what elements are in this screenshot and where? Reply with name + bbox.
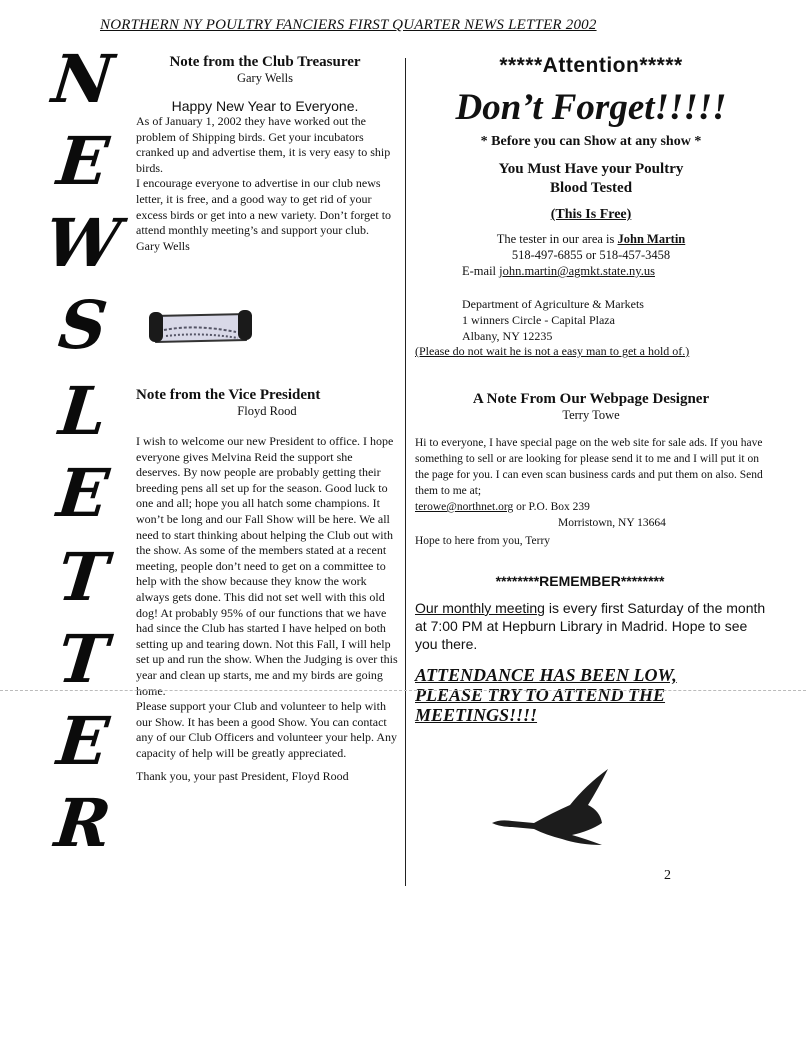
tester-email-link[interactable]: john.martin@agmkt.state.ny.us [499, 264, 655, 278]
monthly-meeting-link[interactable]: Our monthly meeting [415, 600, 545, 616]
treasurer-byline: Gary Wells [236, 71, 294, 85]
webpage-contact-line [415, 499, 767, 515]
webpage-closing: Hope to here from you, Terry [415, 535, 551, 547]
banner-letter: N [48, 40, 118, 118]
treasurer-paragraph: As of January 1, 2002 they have worked out the problem of Shipping birds. Get your incubators cranked up and advertise them, it is very easy to ship birds. [136, 114, 391, 175]
attention-section [415, 54, 767, 279]
treasurer-paragraph: I encourage everyone to advertise in our club news letter, it is free, and a good way to get rid of your excess birds or get into a new variety. Don’t forget to attend monthly meeting’s and support your club. [136, 176, 392, 238]
tester-name: John Martin [617, 232, 686, 246]
banner-letter: T [54, 538, 112, 616]
attention-title: *****Attention***** [499, 54, 683, 77]
newsletter-header: NORTHERN NY POULTRY FANCIERS FIRST QUARTER NEWS LETTER 2002 [100, 17, 597, 33]
webpage-heading: A Note From Our Webpage Designer [472, 391, 710, 407]
tester-prefix: The tester in our area is [496, 232, 618, 246]
vp-paragraph: I wish to welcome our new President to office. I hope everyone gives Melvina Reid the support she deserves. By now people are probably getting their breeding pens all set up for the season. Good luck to one and all; hope you all hatch some champions. It won’t be long and our Fall Show will be here. We all need to start thinking about helping the Club out with the show. As some of the members stated at a recent meeting, people don’t need to get on a committee to help with the show because they know the work always gets done. This did not set well with this old dog! At probably 95% of our functions that we have had since the Club has started I have helped on both setting up and tearing down. Not this Fall, I will help set up and run the show. When the Judging is over this year and clean up starts, me and my birds are going home. [136, 434, 398, 698]
before-show-note: * Before you can Show at any show * [480, 134, 702, 149]
attendance-notice: ATTENDANCE HAS BEEN LOW, PLEASE TRY TO ATTEND THE MEETINGS!!!! [415, 665, 677, 725]
vice-president-section [136, 387, 398, 785]
banner-letter: W [41, 204, 125, 282]
webpage-or-pobox: or P.O. Box 239 [513, 501, 590, 513]
free-note: (This Is Free) [550, 207, 632, 222]
dept-line: 1 winners Circle - Capital Plaza [462, 313, 615, 327]
vp-closing: Thank you, your past President, Floyd Rood [136, 769, 349, 784]
dept-line: Albany, NY 12235 [462, 329, 553, 343]
webpage-byline: Terry Towe [562, 408, 620, 422]
banner-letter: E [53, 122, 113, 200]
dept-line: Department of Agriculture & Markets [462, 297, 644, 311]
dont-forget-heading: Don’t Forget!!!!! [455, 87, 727, 128]
vp-byline: Floyd Rood [237, 404, 297, 418]
banner-letter: S [55, 286, 111, 364]
treasurer-greeting: Happy New Year to Everyone. [171, 98, 359, 114]
banner-letter: T [54, 620, 112, 698]
flying-goose-icon [490, 765, 615, 850]
tester-email-line [415, 263, 767, 279]
banner-letter: E [53, 702, 113, 780]
tester-line [415, 231, 767, 247]
remember-title: ********REMEMBER******** [495, 573, 665, 589]
blood-test-line: Blood Tested [549, 180, 633, 196]
scan-artifact-line [0, 690, 806, 692]
email-label: E-mail [462, 264, 500, 278]
tester-phones: 518-497-6855 or 518-457-3458 [511, 248, 671, 262]
webpage-city: Morristown, NY 13664 [558, 517, 666, 529]
treasurer-signature: Gary Wells [136, 238, 190, 253]
vp-paragraph: Please support your Club and volunteer to help with our Show. It has been a good Show. You can contact any of our Club Officers and volunteer your help. Any capacity of help will be greatly appreciated. [136, 699, 398, 760]
scroll-clipart-icon [146, 306, 258, 348]
please-wait-note: (Please do not wait he is not a easy man to get a hold of.) [415, 344, 690, 358]
webpage-body: Hi to everyone, I have special page on the web site for sale ads. If you have something to sell or are looking for please send it to me and I will put it on the page for you. I can even scan business cards and put them on also. Send them to me at; [415, 437, 763, 497]
department-address [462, 296, 644, 344]
vp-heading: Note from the Vice President [136, 387, 321, 403]
monthly-meeting-details: is every first Saturday of the month at 7:00 PM at Hepburn Library in Madrid. Hope to see you there. [415, 600, 766, 652]
treasurer-heading: Note from the Club Treasurer [169, 54, 361, 70]
banner-letter: E [53, 454, 113, 532]
page-number: 2 [664, 868, 671, 883]
column-divider [405, 58, 406, 886]
webpage-designer-section [415, 391, 767, 549]
blood-test-line: You Must Have your Poultry [498, 161, 684, 177]
webpage-email-link[interactable]: terowe@northnet.org [415, 501, 514, 513]
monthly-meeting-text [415, 599, 767, 653]
treasurer-section [136, 54, 394, 254]
banner-letter: L [55, 372, 111, 450]
banner-letter: R [51, 784, 115, 862]
